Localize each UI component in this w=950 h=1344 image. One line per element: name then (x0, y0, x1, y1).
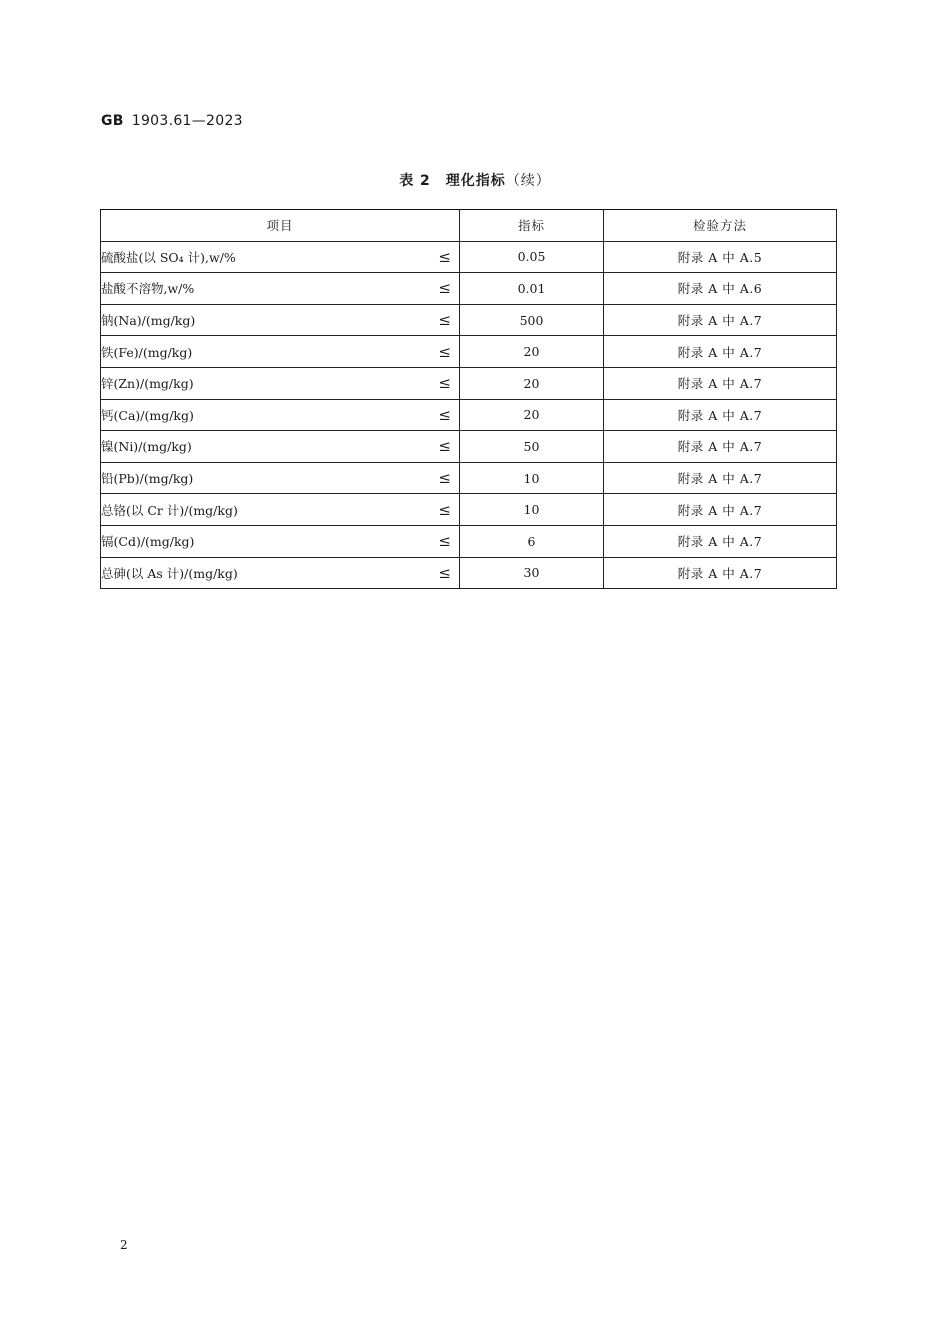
page-number: 2 (120, 1238, 128, 1252)
item-cell (101, 367, 460, 399)
value-cell: 0.01 (460, 273, 604, 305)
column-header-method: 检验方法 (604, 210, 837, 242)
document-code (101, 113, 243, 129)
value-cell: 10 (460, 462, 604, 494)
item-cell (101, 273, 460, 305)
value-cell: 30 (460, 557, 604, 589)
item-cell (101, 399, 460, 431)
table-caption: 表 2 理化指标 (399, 173, 506, 189)
method-cell: 附录 A 中 A.7 (604, 557, 837, 589)
item-cell (101, 557, 460, 589)
leq-symbol: ≤ (438, 500, 451, 519)
value-cell: 50 (460, 431, 604, 463)
item-label: 总铬(以 Cr 计)/(mg/kg) (101, 502, 238, 518)
method-cell: 附录 A 中 A.7 (604, 304, 837, 336)
leq-symbol: ≤ (438, 532, 451, 551)
method-cell: 附录 A 中 A.7 (604, 431, 837, 463)
method-cell: 附录 A 中 A.7 (604, 462, 837, 494)
table-row (101, 494, 837, 526)
item-label: 钙(Ca)/(mg/kg) (101, 407, 194, 423)
item-cell (101, 304, 460, 336)
item-label: 镉(Cd)/(mg/kg) (101, 534, 195, 550)
value-cell: 500 (460, 304, 604, 336)
spec-table (100, 209, 837, 589)
item-cell (101, 431, 460, 463)
column-header-value: 指标 (460, 210, 604, 242)
value-cell: 20 (460, 336, 604, 368)
table-row (101, 399, 837, 431)
item-label: 盐酸不溶物,w/% (101, 281, 195, 297)
method-cell: 附录 A 中 A.7 (604, 367, 837, 399)
table-row (101, 431, 837, 463)
leq-symbol: ≤ (438, 247, 451, 266)
table-caption-continued: （续） (505, 173, 551, 189)
item-label: 总砷(以 As 计)/(mg/kg) (101, 565, 238, 581)
method-cell: 附录 A 中 A.6 (604, 273, 837, 305)
value-cell: 20 (460, 399, 604, 431)
item-label: 钠(Na)/(mg/kg) (101, 313, 196, 329)
item-cell (101, 525, 460, 557)
item-label: 镍(Ni)/(mg/kg) (101, 439, 192, 455)
value-cell: 10 (460, 494, 604, 526)
table-row (101, 557, 837, 589)
standard-number: 1903.61—2023 (131, 113, 243, 129)
item-cell (101, 494, 460, 526)
leq-symbol: ≤ (438, 374, 451, 393)
leq-symbol: ≤ (438, 342, 451, 361)
table-row (101, 304, 837, 336)
item-cell (101, 241, 460, 273)
item-label: 铁(Fe)/(mg/kg) (101, 344, 193, 360)
leq-symbol: ≤ (438, 279, 451, 298)
method-cell: 附录 A 中 A.7 (604, 336, 837, 368)
item-label: 锌(Zn)/(mg/kg) (101, 376, 194, 392)
column-header-item: 项目 (101, 210, 460, 242)
leq-symbol: ≤ (438, 437, 451, 456)
value-cell: 0.05 (460, 241, 604, 273)
leq-symbol: ≤ (438, 563, 451, 582)
table-row (101, 525, 837, 557)
leq-symbol: ≤ (438, 405, 451, 424)
item-label: 硫酸盐(以 SO₄ 计),w/% (101, 249, 236, 265)
method-cell: 附录 A 中 A.7 (604, 525, 837, 557)
table-row (101, 273, 837, 305)
table-body (101, 241, 837, 589)
value-cell: 20 (460, 367, 604, 399)
item-cell (101, 336, 460, 368)
table-header-row (101, 210, 837, 242)
item-label: 铅(Pb)/(mg/kg) (101, 471, 194, 487)
leq-symbol: ≤ (438, 311, 451, 330)
item-cell (101, 462, 460, 494)
method-cell: 附录 A 中 A.7 (604, 399, 837, 431)
method-cell: 附录 A 中 A.7 (604, 494, 837, 526)
table-row (101, 241, 837, 273)
table-row (101, 336, 837, 368)
standard-prefix: GB (101, 113, 124, 129)
table-row (101, 367, 837, 399)
leq-symbol: ≤ (438, 469, 451, 488)
value-cell: 6 (460, 525, 604, 557)
table-title (0, 170, 950, 190)
method-cell: 附录 A 中 A.5 (604, 241, 837, 273)
table-row (101, 462, 837, 494)
